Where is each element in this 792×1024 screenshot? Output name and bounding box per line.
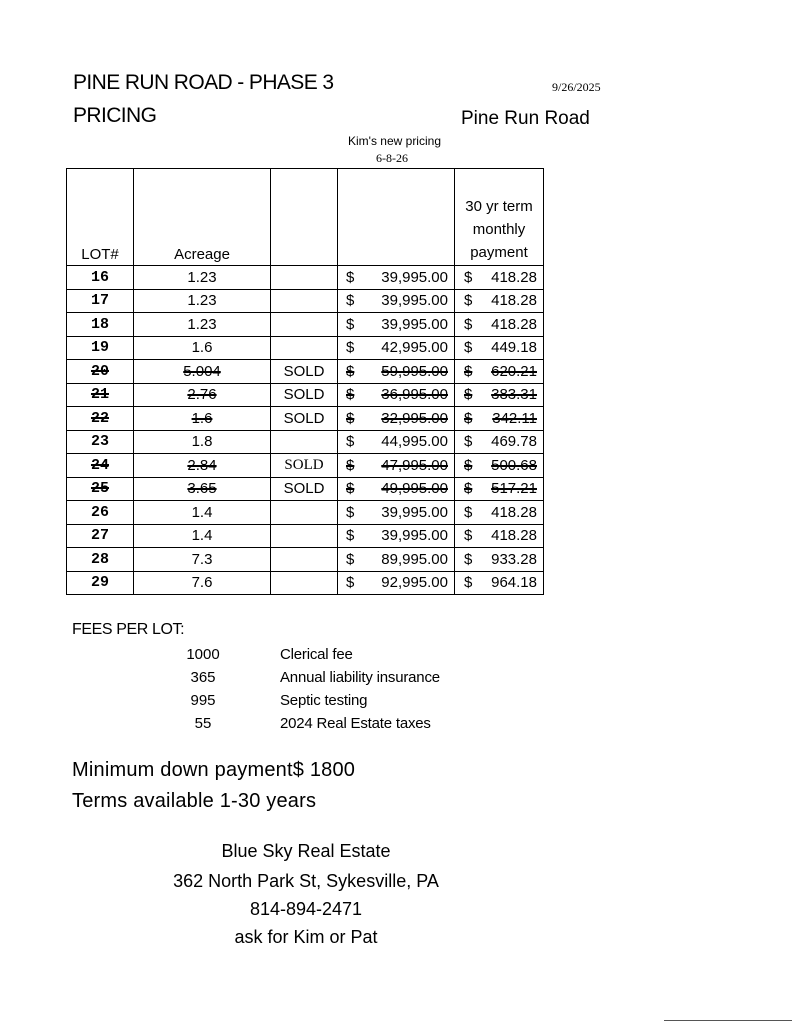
lot-acreage: 1.23 [187, 292, 217, 310]
price-value: 36,995.00 [381, 386, 448, 404]
lot-acreage: 3.65 [187, 480, 217, 498]
payment-value: 933.28 [491, 550, 537, 568]
fee-description: Annual liability insurance [280, 669, 440, 686]
monthly-payment [455, 386, 543, 403]
currency-symbol: $ [346, 292, 355, 310]
lot-price [338, 551, 454, 568]
lot-price [338, 504, 454, 521]
payment-cell [455, 313, 544, 337]
lot-status: SOLD [271, 477, 338, 501]
lot-price [338, 386, 454, 403]
lot-status: SOLD [271, 383, 338, 407]
currency-symbol: $ [346, 268, 355, 286]
lot-cell [67, 524, 134, 548]
lot-acreage: 1.4 [191, 503, 213, 521]
pricing-table [66, 168, 544, 595]
price-cell [338, 407, 455, 431]
currency-symbol: $ [346, 456, 355, 474]
table-row [67, 289, 544, 313]
monthly-payment [455, 292, 543, 309]
pricing-note: Kim's new pricing [348, 134, 441, 148]
price-cell [338, 313, 455, 337]
currency-symbol: $ [464, 480, 473, 498]
price-value: 39,995.00 [381, 527, 448, 545]
payment-value: 418.28 [491, 527, 537, 545]
payment-cell [455, 477, 544, 501]
acreage-cell [134, 383, 271, 407]
price-cell [338, 571, 455, 595]
pricing-note-date: 6-8-26 [376, 151, 408, 165]
lot-number: 21 [90, 386, 109, 404]
acreage-header: Acreage [134, 169, 271, 266]
terms-available: Terms available 1-30 years [72, 790, 317, 812]
payment-header-line1: 30 yr term [465, 198, 533, 215]
lot-cell [67, 454, 134, 478]
acreage-cell [134, 313, 271, 337]
lot-price [338, 316, 454, 333]
acreage-cell [134, 266, 271, 290]
lot-acreage: 7.3 [191, 550, 213, 568]
currency-symbol: $ [464, 292, 473, 310]
acreage-cell [134, 336, 271, 360]
currency-symbol: $ [464, 409, 473, 427]
payment-cell [455, 430, 544, 454]
lot-acreage: 1.6 [191, 339, 213, 357]
lot-cell [67, 360, 134, 384]
payment-cell [455, 548, 544, 572]
price-cell [338, 289, 455, 313]
currency-symbol: $ [346, 315, 355, 333]
payment-cell [455, 524, 544, 548]
fee-description: Clerical fee [280, 646, 353, 663]
currency-symbol: $ [464, 550, 473, 568]
lot-number: 16 [90, 268, 109, 286]
lot-status [271, 571, 338, 595]
currency-symbol: $ [464, 433, 473, 451]
company-name: Blue Sky Real Estate [221, 841, 391, 861]
monthly-payment [455, 480, 543, 497]
lot-acreage: 7.6 [191, 574, 213, 592]
acreage-cell [134, 454, 271, 478]
lot-price [338, 292, 454, 309]
lot-price [338, 433, 454, 450]
lot-number: 26 [90, 503, 109, 521]
minimum-down-payment: Minimum down payment$ 1800 [72, 759, 356, 781]
payment-cell [455, 454, 544, 478]
table-row [67, 524, 544, 548]
fee-amount: 365 [190, 669, 216, 686]
lot-acreage: 2.84 [187, 456, 217, 474]
lot-cell [67, 289, 134, 313]
price-value: 39,995.00 [381, 268, 448, 286]
currency-symbol: $ [346, 386, 355, 404]
price-value: 49,995.00 [381, 480, 448, 498]
table-row [67, 313, 544, 337]
price-cell [338, 501, 455, 525]
road-name: Pine Run Road [461, 108, 590, 129]
payment-cell [455, 571, 544, 595]
fees-title: FEES PER LOT: [72, 621, 185, 638]
currency-symbol: $ [346, 480, 355, 498]
table-row [67, 360, 544, 384]
acreage-cell [134, 571, 271, 595]
lot-cell [67, 266, 134, 290]
lot-price [338, 363, 454, 380]
price-cell [338, 430, 455, 454]
currency-symbol: $ [464, 386, 473, 404]
lot-number: 23 [90, 433, 109, 451]
price-cell [338, 477, 455, 501]
payment-header-line2: monthly [472, 221, 526, 238]
currency-symbol: $ [464, 456, 473, 474]
payment-header [455, 169, 544, 266]
lot-cell [67, 336, 134, 360]
lot-status: SOLD [271, 407, 338, 431]
payment-value: 449.18 [491, 339, 537, 357]
monthly-payment [455, 574, 543, 591]
payment-cell [455, 289, 544, 313]
acreage-cell [134, 360, 271, 384]
currency-symbol: $ [464, 339, 473, 357]
price-cell [338, 360, 455, 384]
monthly-payment [455, 433, 543, 450]
lot-number: 19 [90, 339, 109, 357]
lot-acreage: 1.23 [187, 315, 217, 333]
payment-cell [455, 336, 544, 360]
monthly-payment [455, 457, 543, 474]
monthly-payment [455, 269, 543, 286]
price-cell [338, 454, 455, 478]
currency-symbol: $ [464, 268, 473, 286]
table-row [67, 266, 544, 290]
lot-number: 17 [90, 292, 109, 310]
payment-cell [455, 501, 544, 525]
lot-price [338, 339, 454, 356]
price-cell [338, 548, 455, 572]
payment-value: 418.28 [491, 503, 537, 521]
currency-symbol: $ [464, 362, 473, 380]
fee-amount: 1000 [186, 646, 220, 663]
lot-status [271, 336, 338, 360]
lot-price [338, 527, 454, 544]
price-value: 59,995.00 [381, 362, 448, 380]
page-edge-line [664, 1020, 792, 1021]
lot-status [271, 266, 338, 290]
currency-symbol: $ [346, 574, 355, 592]
currency-symbol: $ [464, 574, 473, 592]
fee-amount: 995 [190, 692, 216, 709]
payment-value: 418.28 [491, 268, 537, 286]
lot-status [271, 430, 338, 454]
lot-acreage: 1.23 [187, 268, 217, 286]
lot-cell [67, 430, 134, 454]
monthly-payment [455, 551, 543, 568]
table-row [67, 501, 544, 525]
lot-cell [67, 548, 134, 572]
lot-status: SOLD [271, 454, 338, 478]
lot-status [271, 313, 338, 337]
lot-price [338, 269, 454, 286]
lot-status [271, 501, 338, 525]
monthly-payment [455, 527, 543, 544]
currency-symbol: $ [464, 503, 473, 521]
lot-number: 29 [90, 574, 109, 592]
acreage-cell [134, 524, 271, 548]
price-value: 47,995.00 [381, 456, 448, 474]
contact-persons: ask for Kim or Pat [234, 927, 378, 947]
table-row [67, 430, 544, 454]
monthly-payment [455, 504, 543, 521]
fee-description: Septic testing [280, 692, 368, 709]
price-value: 92,995.00 [381, 574, 448, 592]
lot-price [338, 457, 454, 474]
price-value: 39,995.00 [381, 503, 448, 521]
table-row [67, 477, 544, 501]
payment-value: 517.21 [491, 480, 537, 498]
company-phone: 814-894-2471 [249, 899, 363, 919]
fee-description: 2024 Real Estate taxes [280, 715, 431, 732]
price-value: 89,995.00 [381, 550, 448, 568]
price-value: 32,995.00 [381, 409, 448, 427]
lot-status [271, 524, 338, 548]
lot-price [338, 410, 454, 427]
table-row [67, 336, 544, 360]
lot-acreage: 2.76 [187, 386, 217, 404]
payment-value: 964.18 [491, 574, 537, 592]
monthly-payment [455, 410, 543, 427]
payment-cell [455, 407, 544, 431]
lot-status [271, 548, 338, 572]
price-value: 44,995.00 [381, 433, 448, 451]
table-row [67, 548, 544, 572]
payment-header-line3: payment [470, 244, 528, 261]
payment-cell [455, 360, 544, 384]
lot-cell [67, 571, 134, 595]
page-title: PINE RUN ROAD - PHASE 3 [73, 71, 334, 94]
payment-value: 418.28 [491, 315, 537, 333]
lot-acreage: 1.4 [191, 527, 213, 545]
currency-symbol: $ [464, 315, 473, 333]
price-cell [338, 336, 455, 360]
lot-number: 20 [90, 362, 109, 380]
acreage-cell [134, 477, 271, 501]
status-header [271, 169, 338, 266]
lot-price [338, 574, 454, 591]
payment-value: 469.78 [491, 433, 537, 451]
currency-symbol: $ [346, 409, 355, 427]
acreage-cell [134, 548, 271, 572]
monthly-payment [455, 316, 543, 333]
currency-symbol: $ [346, 550, 355, 568]
payment-value: 620.21 [491, 362, 537, 380]
price-cell [338, 266, 455, 290]
acreage-cell [134, 289, 271, 313]
lot-number: 27 [90, 527, 109, 545]
currency-symbol: $ [346, 527, 355, 545]
table-row [67, 571, 544, 595]
lot-number: 28 [90, 550, 109, 568]
monthly-payment [455, 339, 543, 356]
price-value: 42,995.00 [381, 339, 448, 357]
price-value: 39,995.00 [381, 292, 448, 310]
lot-cell [67, 313, 134, 337]
price-cell [338, 524, 455, 548]
lot-number: 24 [90, 456, 109, 474]
document-date: 9/26/2025 [552, 80, 601, 94]
lot-acreage: 1.6 [191, 409, 213, 427]
currency-symbol: $ [464, 527, 473, 545]
lot-cell [67, 407, 134, 431]
lot-cell [67, 383, 134, 407]
currency-symbol: $ [346, 362, 355, 380]
company-address: 362 North Park St, Sykesville, PA [173, 871, 439, 891]
currency-symbol: $ [346, 503, 355, 521]
table-header-row [67, 169, 544, 266]
price-cell [338, 383, 455, 407]
payment-cell [455, 383, 544, 407]
currency-symbol: $ [346, 433, 355, 451]
lot-status [271, 289, 338, 313]
payment-cell [455, 266, 544, 290]
payment-value: 383.31 [491, 386, 537, 404]
acreage-cell [134, 501, 271, 525]
fee-amount: 55 [194, 715, 212, 732]
currency-symbol: $ [346, 339, 355, 357]
table-row [67, 407, 544, 431]
lot-status: SOLD [271, 360, 338, 384]
monthly-payment [455, 363, 543, 380]
lot-number: 25 [90, 480, 109, 498]
table-row [67, 383, 544, 407]
lot-price [338, 480, 454, 497]
acreage-cell [134, 407, 271, 431]
table-row [67, 454, 544, 478]
lot-number: 22 [90, 409, 109, 427]
payment-value: 500.68 [491, 456, 537, 474]
lot-acreage: 5.004 [183, 362, 221, 380]
price-header [338, 169, 455, 266]
acreage-cell [134, 430, 271, 454]
payment-value: 342.11 [492, 409, 537, 427]
lot-header: LOT# [67, 169, 134, 266]
lot-number: 18 [90, 315, 109, 333]
lot-cell [67, 477, 134, 501]
page-subtitle: PRICING [73, 104, 157, 127]
lot-acreage: 1.8 [191, 433, 213, 451]
lot-cell [67, 501, 134, 525]
payment-value: 418.28 [491, 292, 537, 310]
price-value: 39,995.00 [381, 315, 448, 333]
